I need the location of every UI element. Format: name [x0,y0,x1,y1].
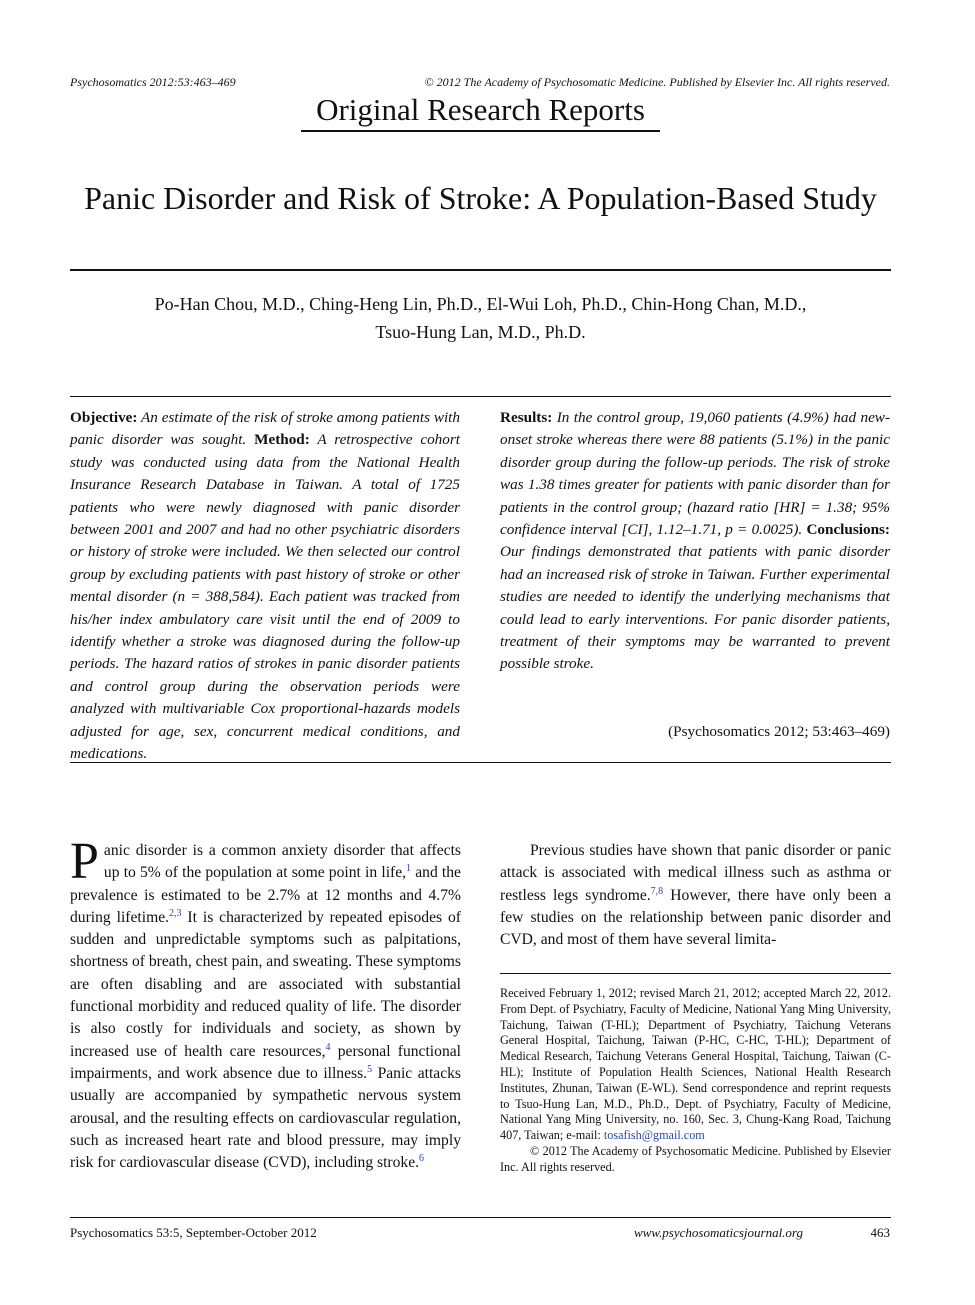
reference-link[interactable]: 4 [325,1041,331,1053]
footnote-rule [500,973,891,974]
footer-issue: Psychosomatics 53:5, September-October 2012 [70,1225,317,1240]
authors-line-2: Tsuo-Hung Lan, M.D., Ph.D. [375,322,586,342]
reference-link[interactable]: 2,3 [169,907,182,919]
abstract-citation: (Psychosomatics 2012; 53:463–469) [668,723,890,740]
body-text: and the prevalence is estimated to be 2.7% at 12 months and 4.7% during lifetime. [70,864,461,926]
body-text: personal functional impairments, and work absence due to illness. [70,1042,461,1082]
objective-text: An estimate of the risk of stroke among patients with panic disorder was sought. [70,409,460,449]
copyright-notice: © 2012 The Academy of Psychosomatic Medicine. Published by Elsevier Inc. All rights reserved. [424,75,890,89]
drop-cap: P [70,833,99,890]
conclusions-label: Conclusions: [806,521,890,539]
body-right-column [500,840,891,951]
results-text: In the control group, 19,060 patients (4.9%) had new-onset stroke whereas there were 88 patients (5.1%) in the panic disorder group during the follow-up periods. The risk of stroke was 1.38 times greater for patients with panic disorder than for patients in the control group; (hazard ratio [HR] = 1.38; 95% confidence interval [CI], 1.12–1.71, p = 0.0025). [500,409,890,539]
footnote-text: Received February 1, 2012; revised March 21, 2012; accepted March 22, 2012. From Dept. of Psychiatry, Faculty of Medicine, National Yang Ming University, Taichung, Taiwan (T-HL); Department of Psychiatry, Taichung Veterans General Hospital, Taichung, Taiwan (P-HC, C-HC, T-HL); Department of Medical Research, Taichung Veterans General Hospital, Taichung, Taiwan (C-HL); Institute of Population Health Sciences, National Health Research Institutes, Zhunan, Taiwan (E-WL). Send correspondence and reprint requests to Tsuo-Hung Lan, M.D., Ph.D., Dept. of Psychiatry, Faculty of Medicine, National Yang Ming University, no. 160, Sec. 3, Chung-Kang Road, Taichung 407, Taiwan; e-mail: [500,986,891,1143]
body-text: Previous studies have shown that panic disorder or panic attack is associated with medical illness such as asthma or restless legs syndrome. [500,842,891,904]
abstract-right-column [500,407,890,676]
reference-link[interactable]: 6 [419,1152,425,1164]
article-title: Panic Disorder and Risk of Stroke: A Population-Based Study [84,180,877,216]
section-label: Original Research Reports [316,92,645,127]
body-left-column [70,833,461,1174]
abstract-left-column [70,407,460,766]
reference-link[interactable]: 1 [406,863,412,875]
abstract-top-rule [70,396,891,397]
footnote-copyright: © 2012 The Academy of Psychosomatic Medicine. Published by Elsevier Inc. All rights reserved. [500,1143,891,1174]
body-text: Panic attacks usually are accompanied by sympathetic nervous system arousal, and the resulting effects on cardiovascular regulation, such as increased heart rate and blood pressure, may imply risk for cardiovascular disease (CVD), including stroke. [70,1064,461,1172]
authors-line-1: Po-Han Chou, M.D., Ching-Heng Lin, Ph.D., El-Wui Loh, Ph.D., Chin-Hong Chan, M.D., [154,294,807,314]
section-underline [301,130,660,132]
footer-rule [70,1217,891,1218]
reference-link[interactable]: 7,8 [650,885,664,897]
title-rule [70,269,891,271]
objective-label: Objective: [70,409,138,426]
article-footnote [500,986,891,1176]
body-text: However, there have only been a few studies on the relationship between panic disorder and CVD, and most of them have several limita- [500,886,891,949]
abstract-bottom-rule [70,762,891,763]
reference-link[interactable]: 5 [367,1063,373,1075]
correspondence-email-link[interactable]: tosafish@gmail.com [603,1128,705,1143]
method-text: A retrospective cohort study was conducted using data from the National Health Insurance Research Database in Taiwan. A total of 1725 patients who were newly diagnosed with panic disorder between 2001 and 2007 and had no other psychiatric disorders or history of stroke were included. We then selected our control group by excluding patients with past history of stroke or other mental disorder (n = 388,584). Each patient was tracked from his/her index ambulatory care visit until the end of 2009 to identify whether a stroke was diagnosed during the follow-up periods. The hazard ratios of strokes in panic disorder patients and control group during the observation periods were analyzed with multivariable Cox proportional-hazards models adjusted for age, sex, concurrent medical conditions, and medications. [70,431,460,763]
body-text: It is characterized by repeated episodes of sudden and unpredictable symptoms such as palpitations, shortness of breath, chest pain, and sweating. These symptoms are often disabling and are associated with substantial functional morbidity and reduced quality of life. The disorder is also costly for individuals and society, as shown by increased use of health care resources, [70,908,461,1060]
journal-reference: Psychosomatics 2012:53:463–469 [70,75,236,89]
conclusions-text: Our findings demonstrated that patients with panic disorder had an increased risk of stroke in Taiwan. Further experimental studies are needed to identify the underlying mechanisms that could lead to early interventions. For panic disorder patients, treatment of their symptoms may be warranted to prevent possible stroke. [500,543,890,673]
results-label: Results: [500,409,553,426]
method-label: Method: [254,431,310,449]
author-list [70,290,891,346]
body-text: anic disorder is a common anxiety disorder that affects up to 5% of the population at some point in life, [103,842,461,882]
page-number: 463 [870,1225,890,1240]
journal-url-link[interactable]: www.psychosomaticsjournal.org [634,1225,804,1240]
